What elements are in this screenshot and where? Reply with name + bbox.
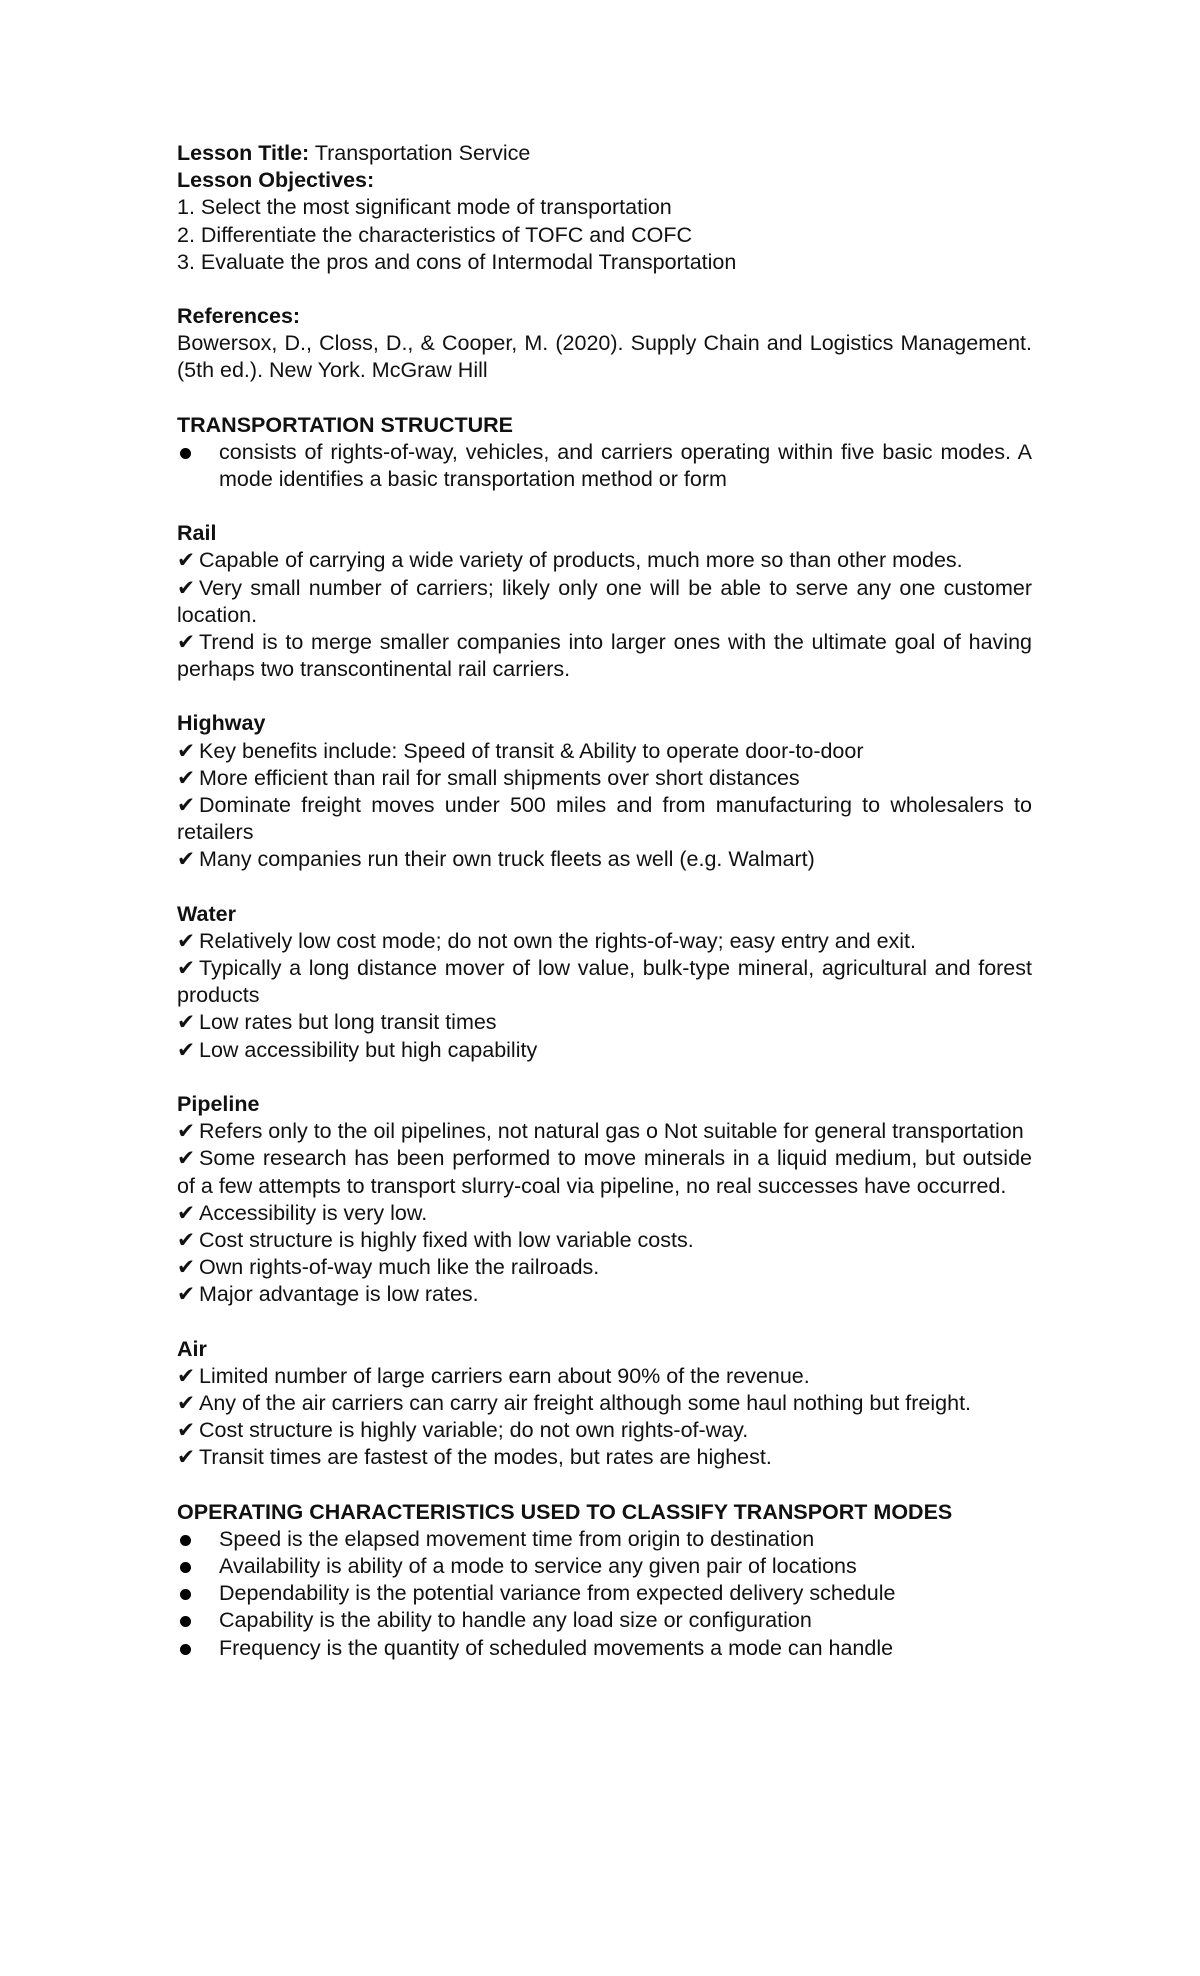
check-item xyxy=(177,846,1032,873)
check-item xyxy=(177,1118,1032,1145)
operating-heading: OPERATING CHARACTERISTICS USED TO CLASSIFY TRANSPORT MODES xyxy=(177,1499,953,1524)
check-item-text: Any of the air carriers can carry air freight although some haul nothing but freight. xyxy=(199,1390,972,1415)
bullet-dot-icon xyxy=(180,1535,191,1546)
checkmark-icon: ✔ xyxy=(177,765,196,790)
check-item-text: Low accessibility but high capability xyxy=(199,1037,538,1062)
bullet-item xyxy=(177,1635,1032,1662)
mode-heading-air: Air xyxy=(177,1336,207,1361)
checkmark-icon: ✔ xyxy=(177,1200,196,1225)
checkmark-icon: ✔ xyxy=(177,1363,196,1388)
lesson-title-label: Lesson Title: xyxy=(177,141,310,165)
bullet-text: Availability is ability of a mode to service any given pair of locations xyxy=(219,1553,857,1578)
checkmark-icon: ✔ xyxy=(177,1390,196,1415)
check-item-text: Key benefits include: Speed of transit & Ability to operate door-to-door xyxy=(199,738,864,763)
document-page xyxy=(177,140,1032,1662)
operating-bullets xyxy=(177,1526,1032,1662)
check-item-text: Major advantage is low rates. xyxy=(199,1282,479,1307)
checkmark-icon: ✔ xyxy=(177,1119,196,1144)
check-item-text: Relatively low cost mode; do not own the rights-of-way; easy entry and exit. xyxy=(199,928,917,953)
transport-modes xyxy=(177,493,1032,1471)
bullet-dot-icon xyxy=(180,1644,191,1655)
check-item xyxy=(177,629,1032,683)
bullet-dot-icon xyxy=(180,1616,191,1627)
check-item-text: Limited number of large carriers earn about 90% of the revenue. xyxy=(199,1363,810,1388)
check-item-text: Cost structure is highly fixed with low variable costs. xyxy=(199,1227,694,1252)
lesson-title xyxy=(177,140,1032,167)
check-item-text: Many companies run their own truck fleets as well (e.g. Walmart) xyxy=(199,847,815,872)
checkmark-icon: ✔ xyxy=(177,1010,196,1035)
check-item xyxy=(177,738,1032,765)
bullet-dot-icon xyxy=(180,1562,191,1573)
bullet-text: Capability is the ability to handle any load size or configuration xyxy=(219,1608,812,1633)
checkmark-icon: ✔ xyxy=(177,793,196,818)
checkmark-icon: ✔ xyxy=(177,548,196,573)
bullet-text: consists of rights-of-way, vehicles, and carriers operating within five basic modes. A mode identifies a basic transportation method or form xyxy=(219,439,1032,492)
checkmark-icon: ✔ xyxy=(177,1445,196,1470)
checkmark-icon: ✔ xyxy=(177,630,196,655)
check-item xyxy=(177,1037,1032,1064)
bullet-item xyxy=(177,1607,1032,1634)
checkmark-icon: ✔ xyxy=(177,1146,196,1171)
check-item-text: Dominate freight moves under 500 miles and from manufacturing to wholesalers to retailers xyxy=(177,793,1032,845)
check-item-text: Refers only to the oil pipelines, not natural gas o Not suitable for general transportation xyxy=(199,1119,1024,1144)
checkmark-icon: ✔ xyxy=(177,1282,196,1307)
check-item-text: More efficient than rail for small shipments over short distances xyxy=(199,765,800,790)
check-item xyxy=(177,765,1032,792)
check-item-text: Some research has been performed to move minerals in a liquid medium, but outside of a few attempts to transport slurry-coal via pipeline, no real successes have occurred. xyxy=(177,1146,1032,1198)
checkmark-icon: ✔ xyxy=(177,928,196,953)
bullet-text: Dependability is the potential variance from expected delivery schedule xyxy=(219,1581,896,1606)
check-item-text: Accessibility is very low. xyxy=(199,1200,428,1225)
check-item xyxy=(177,792,1032,846)
check-item xyxy=(177,955,1032,1009)
check-item xyxy=(177,1200,1032,1227)
check-item xyxy=(177,547,1032,574)
structure-heading: TRANSPORTATION STRUCTURE xyxy=(177,412,514,437)
checkmark-icon: ✔ xyxy=(177,575,196,600)
bullet-item xyxy=(177,1526,1032,1553)
references-heading: References: xyxy=(177,304,301,329)
objective-item: 3. Evaluate the pros and cons of Intermodal Transportation xyxy=(177,249,737,274)
mode-heading-water: Water xyxy=(177,901,236,926)
check-item xyxy=(177,1227,1032,1254)
check-item-text: Capable of carrying a wide variety of products, much more so than other modes. xyxy=(199,548,963,573)
structure-bullets xyxy=(177,439,1032,493)
reference-text: Bowersox, D., Closs, D., & Cooper, M. (2020). Supply Chain and Logistics Management. (5th ed.). New York. McGraw Hill xyxy=(177,331,1032,383)
checkmark-icon: ✔ xyxy=(177,1227,196,1252)
check-item xyxy=(177,1009,1032,1036)
bullet-text: Speed is the elapsed movement time from origin to destination xyxy=(219,1526,815,1551)
checkmark-icon: ✔ xyxy=(177,738,196,763)
objective-item: 2. Differentiate the characteristics of TOFC and COFC xyxy=(177,222,693,247)
objective-item: 1. Select the most significant mode of transportation xyxy=(177,195,672,220)
check-item-text: Typically a long distance mover of low value, bulk-type mineral, agricultural and forest products xyxy=(177,956,1032,1008)
check-item xyxy=(177,1363,1032,1390)
check-item xyxy=(177,1254,1032,1281)
checkmark-icon: ✔ xyxy=(177,1255,196,1280)
check-item xyxy=(177,575,1032,629)
bullet-text: Frequency is the quantity of scheduled movements a mode can handle xyxy=(219,1635,894,1660)
bullet-item xyxy=(177,1580,1032,1607)
check-item xyxy=(177,928,1032,955)
check-item xyxy=(177,1444,1032,1471)
mode-heading-pipeline: Pipeline xyxy=(177,1091,260,1116)
check-item xyxy=(177,1390,1032,1417)
bullet-dot-icon xyxy=(180,448,191,459)
check-item-text: Low rates but long transit times xyxy=(199,1010,497,1035)
check-item xyxy=(177,1417,1032,1444)
check-item-text: Very small number of carriers; likely only one will be able to serve any one customer location. xyxy=(177,575,1032,627)
check-item-text: Transit times are fastest of the modes, but rates are highest. xyxy=(199,1445,772,1470)
mode-heading-rail: Rail xyxy=(177,521,217,546)
bullet-dot-icon xyxy=(180,1589,191,1600)
objectives-label: Lesson Objectives: xyxy=(177,168,375,193)
lesson-title-value: Transportation Service xyxy=(314,141,531,165)
checkmark-icon: ✔ xyxy=(177,956,196,981)
bullet-item xyxy=(177,439,1032,493)
check-item-text: Own rights-of-way much like the railroads. xyxy=(199,1255,600,1280)
checkmark-icon: ✔ xyxy=(177,1037,196,1062)
check-item xyxy=(177,1145,1032,1199)
checkmark-icon: ✔ xyxy=(177,1418,196,1443)
check-item-text: Cost structure is highly variable; do not own rights-of-way. xyxy=(199,1418,749,1443)
checkmark-icon: ✔ xyxy=(177,847,196,872)
check-item xyxy=(177,1281,1032,1308)
bullet-item xyxy=(177,1553,1032,1580)
mode-heading-highway: Highway xyxy=(177,711,266,736)
check-item-text: Trend is to merge smaller companies into larger ones with the ultimate goal of having perhaps two transcontinental rail carriers. xyxy=(177,630,1032,682)
